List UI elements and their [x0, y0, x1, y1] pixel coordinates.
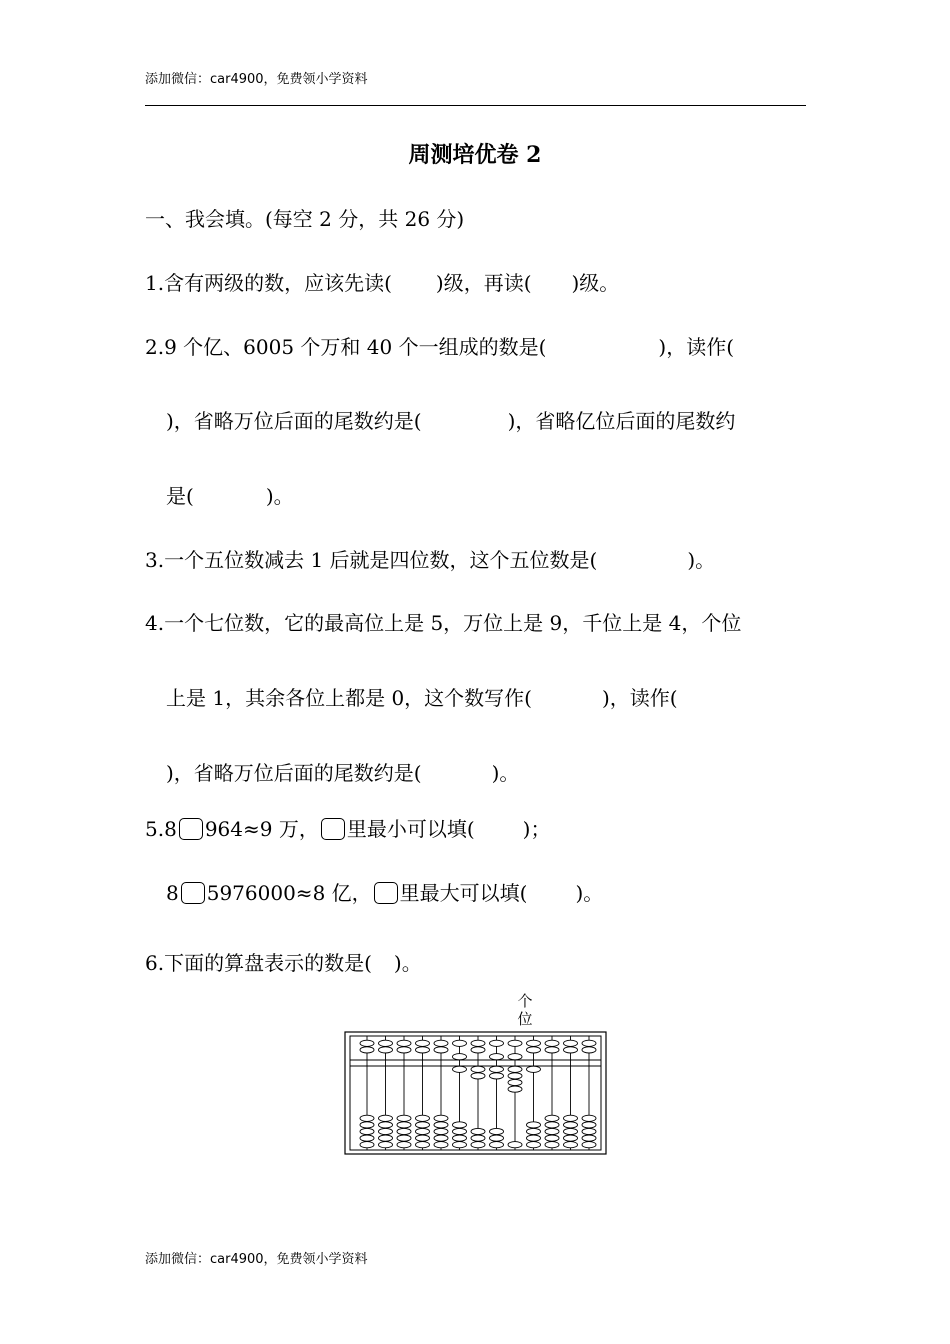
abacus-bead [379, 1128, 393, 1134]
abacus-bead [471, 1066, 485, 1072]
abacus-bead [397, 1128, 411, 1134]
abacus-bead [379, 1135, 393, 1141]
abacus-bead [453, 1128, 467, 1134]
abacus-bead [490, 1066, 504, 1072]
abacus-bead [527, 1047, 541, 1053]
abacus-bead [397, 1142, 411, 1148]
abacus-bead [379, 1040, 393, 1046]
abacus-bead [508, 1066, 522, 1072]
question-6: 6.下面的算盘表示的数是( )。 [145, 951, 422, 975]
abacus-bead [379, 1122, 393, 1128]
abacus-bead [564, 1047, 578, 1053]
abacus-label: 个 位 [517, 992, 533, 1028]
abacus-bead [490, 1135, 504, 1141]
abacus-bead [582, 1122, 596, 1128]
abacus-bead [360, 1128, 374, 1134]
abacus-bead [545, 1128, 559, 1134]
abacus-bead [397, 1135, 411, 1141]
abacus-bead [453, 1122, 467, 1128]
abacus-bead [527, 1122, 541, 1128]
abacus-bead [508, 1073, 522, 1079]
abacus-bead [360, 1142, 374, 1148]
abacus-bead [490, 1040, 504, 1046]
question-5-line-1: 5.8 964≈9 万， 里最小可以填( )； [145, 817, 551, 841]
abacus-bead [508, 1079, 522, 1085]
abacus-bead [416, 1128, 430, 1134]
question-2-line-3: 是( )。 [166, 484, 294, 508]
abacus-bead [490, 1073, 504, 1079]
abacus-bead [582, 1047, 596, 1053]
question-3: 3.一个五位数减去 1 后就是四位数，这个五位数是( )。 [145, 548, 716, 572]
abacus-bead [527, 1142, 541, 1148]
abacus-bead [471, 1073, 485, 1079]
abacus-bead [545, 1122, 559, 1128]
question-4-line-3: )，省略万位后面的尾数约是( )。 [166, 761, 520, 785]
abacus-bead [490, 1142, 504, 1148]
abacus-bead [471, 1142, 485, 1148]
abacus-bead [434, 1047, 448, 1053]
abacus-bead [527, 1040, 541, 1046]
abacus-bead [416, 1115, 430, 1121]
abacus-bead [453, 1142, 467, 1148]
abacus-bead [434, 1135, 448, 1141]
abacus-bead [379, 1142, 393, 1148]
abacus-bead [508, 1142, 522, 1148]
abacus-bead [490, 1054, 504, 1060]
abacus-bead [564, 1135, 578, 1141]
question-2-line-2: )，省略万位后面的尾数约是( )，省略亿位后面的尾数约 [166, 409, 736, 433]
abacus-bead [508, 1054, 522, 1060]
abacus-bead [416, 1047, 430, 1053]
abacus-bead [434, 1040, 448, 1046]
question-5-line-2: 8 5976000≈8 亿， 里最大可以填( )。 [166, 881, 604, 905]
abacus-bead [397, 1122, 411, 1128]
abacus-bead [471, 1128, 485, 1134]
abacus-bead [434, 1122, 448, 1128]
abacus-bead [490, 1128, 504, 1134]
page-title: 周测培优卷 2 [408, 142, 542, 168]
abacus-bead [564, 1040, 578, 1046]
abacus-bead [582, 1135, 596, 1141]
abacus-bead [545, 1115, 559, 1121]
abacus-bead [564, 1142, 578, 1148]
abacus-bead [453, 1135, 467, 1141]
abacus-bead [527, 1066, 541, 1072]
abacus-bead [416, 1142, 430, 1148]
abacus-bead [453, 1054, 467, 1060]
question-1: 1.含有两级的数，应该先读( )级，再读( )级。 [145, 271, 620, 295]
abacus-bead [360, 1122, 374, 1128]
abacus-bead [564, 1128, 578, 1134]
abacus-bead [416, 1135, 430, 1141]
abacus-bead [397, 1040, 411, 1046]
abacus-bead [379, 1047, 393, 1053]
abacus-bead [471, 1135, 485, 1141]
abacus-bead [434, 1128, 448, 1134]
abacus-bead [564, 1115, 578, 1121]
abacus-bead [508, 1086, 522, 1092]
abacus-bead [416, 1040, 430, 1046]
abacus-bead [471, 1047, 485, 1053]
abacus-bead [397, 1047, 411, 1053]
header-note: 添加微信：car4900，免费领小学资料 [145, 72, 368, 87]
section-heading: 一、我会填。(每空 2 分，共 26 分) [145, 207, 465, 231]
question-2-line-1: 2.9 个亿、6005 个万和 40 个一组成的数是( )，读作( [145, 335, 734, 359]
question-4-line-2: 上是 1，其余各位上都是 0，这个数写作( )，读作( [166, 686, 678, 710]
abacus-bead [545, 1040, 559, 1046]
abacus-bead [434, 1142, 448, 1148]
abacus-bead [416, 1122, 430, 1128]
abacus-bead [360, 1135, 374, 1141]
abacus-bead [471, 1040, 485, 1046]
abacus-bead [360, 1047, 374, 1053]
abacus-bead [508, 1040, 522, 1046]
question-4-line-1: 4.一个七位数，它的最高位上是 5，万位上是 9，千位上是 4，个位 [145, 611, 742, 635]
abacus-bead [360, 1040, 374, 1046]
abacus-bead [527, 1135, 541, 1141]
abacus-bead [582, 1142, 596, 1148]
abacus-bead [545, 1135, 559, 1141]
abacus-bead [397, 1115, 411, 1121]
abacus-bead [434, 1115, 448, 1121]
abacus-bead [360, 1115, 374, 1121]
footer-note: 添加微信：car4900，免费领小学资料 [145, 1252, 368, 1267]
abacus-bead [453, 1066, 467, 1072]
abacus-bead [379, 1115, 393, 1121]
abacus-bead [582, 1128, 596, 1134]
abacus-bead [545, 1047, 559, 1053]
abacus-bead [545, 1142, 559, 1148]
abacus-bead [582, 1040, 596, 1046]
abacus-bead [564, 1122, 578, 1128]
abacus-bead [527, 1128, 541, 1134]
abacus-bead [582, 1115, 596, 1121]
abacus-bead [453, 1040, 467, 1046]
